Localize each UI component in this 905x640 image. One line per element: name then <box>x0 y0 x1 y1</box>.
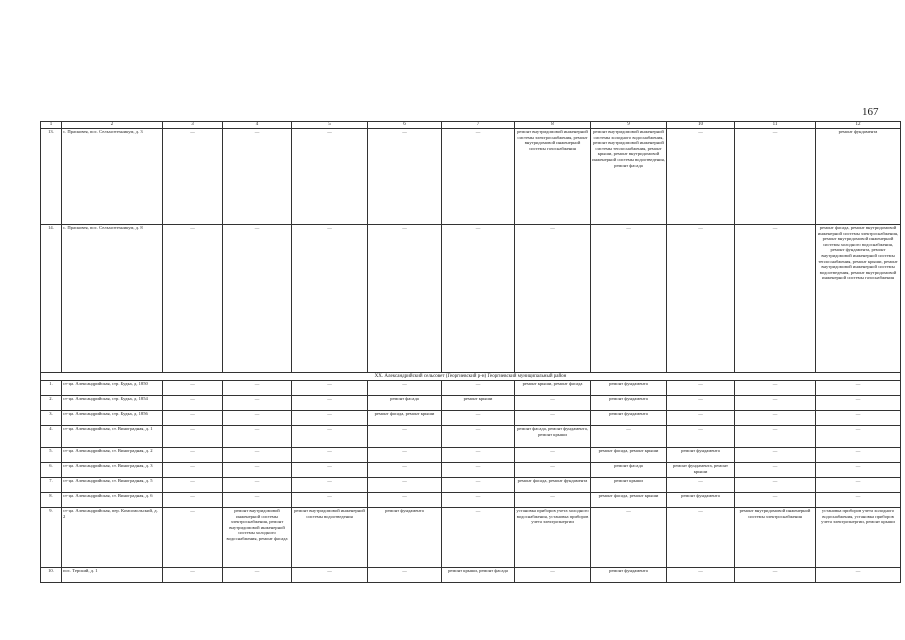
work-cell: — <box>442 493 515 508</box>
page-number: 167 <box>862 106 879 118</box>
work-cell: ремонт фундамента <box>667 448 735 463</box>
work-cell: — <box>292 411 368 426</box>
address-cell: ст-ца. Александрийская, ст. Виноградная, д. 2 <box>62 448 163 463</box>
table-row <box>41 478 901 493</box>
row-number: 9. <box>41 508 62 568</box>
work-cell: — <box>591 508 667 568</box>
column-number: 11 <box>735 122 816 129</box>
table-row <box>41 463 901 478</box>
work-cell: ремонт фундамента <box>667 493 735 508</box>
column-number: 3 <box>163 122 223 129</box>
work-cell: — <box>515 396 591 411</box>
table-row <box>41 129 901 225</box>
work-cell: — <box>163 493 223 508</box>
work-cell: — <box>223 129 292 225</box>
address-cell: ст-ца. Александрийская, ст. Виноградная, д. 6 <box>62 493 163 508</box>
work-cell: — <box>735 426 816 448</box>
work-cell: — <box>442 225 515 373</box>
work-cell: — <box>442 411 515 426</box>
work-cell: — <box>816 426 901 448</box>
address-cell: ст-ца. Александрийская, пер. Комсомольский, д. 2 <box>62 508 163 568</box>
work-cell: — <box>442 463 515 478</box>
work-cell: — <box>368 129 442 225</box>
work-cell: — <box>735 411 816 426</box>
work-cell: ремонт крыши, ремонт фасада <box>442 568 515 583</box>
work-cell: — <box>368 448 442 463</box>
work-cell: ремонт фасада, ремонт крыши <box>368 411 442 426</box>
work-cell: ремонт фасада <box>368 396 442 411</box>
address-cell: пос. Терский, д. 1 <box>62 568 163 583</box>
work-cell: — <box>223 493 292 508</box>
column-number: 7 <box>442 122 515 129</box>
work-cell: — <box>368 463 442 478</box>
table-row <box>41 381 901 396</box>
column-number: 4 <box>223 122 292 129</box>
work-cell: ремонт фасада, ремонт фундамента, ремонт крыши <box>515 426 591 448</box>
column-number: 12 <box>816 122 901 129</box>
table-row <box>41 448 901 463</box>
work-cell: — <box>667 411 735 426</box>
work-cell: — <box>292 448 368 463</box>
work-cell: — <box>368 381 442 396</box>
work-cell: — <box>591 426 667 448</box>
row-number: 14. <box>41 225 62 373</box>
row-number: 1. <box>41 381 62 396</box>
work-cell: — <box>816 381 901 396</box>
address-cell: ст-ца. Александрийская, ст. Виноградная, д. 3 <box>62 463 163 478</box>
work-cell: ремонт фундамента <box>591 381 667 396</box>
work-cell: — <box>735 448 816 463</box>
work-cell: — <box>667 225 735 373</box>
work-cell: — <box>223 448 292 463</box>
work-cell: — <box>515 225 591 373</box>
work-cell: — <box>163 448 223 463</box>
work-cell: — <box>735 225 816 373</box>
table-row <box>41 225 901 373</box>
address-cell: с. Прасковея, пос. Сельхозтехникум, д. 8 <box>62 225 163 373</box>
work-cell: — <box>515 568 591 583</box>
work-cell: — <box>223 463 292 478</box>
table-row <box>41 493 901 508</box>
work-cell: ремонт фасада, ремонт фундамента <box>515 478 591 493</box>
work-cell: ремонт крыши, ремонт фасада <box>515 381 591 396</box>
work-cell: — <box>816 493 901 508</box>
work-cell: — <box>163 411 223 426</box>
work-cell: — <box>816 448 901 463</box>
work-cell: — <box>223 478 292 493</box>
work-cell: — <box>816 396 901 411</box>
row-number: 10. <box>41 568 62 583</box>
row-number: 13. <box>41 129 62 225</box>
work-cell: — <box>368 478 442 493</box>
work-cell: — <box>735 396 816 411</box>
work-cell: — <box>515 493 591 508</box>
row-number: 8. <box>41 493 62 508</box>
work-cell: ремонт крыши <box>591 478 667 493</box>
repair-schedule-table <box>40 121 901 583</box>
work-cell: ремонт крыши <box>442 396 515 411</box>
work-cell: — <box>735 478 816 493</box>
work-cell: — <box>515 448 591 463</box>
work-cell: — <box>163 225 223 373</box>
work-cell: ремонт внутридомовой инженерной системы электроснабжения, ремонт внутридомовой инженерной системы холодного водоснабжения, ремонт фасада <box>223 508 292 568</box>
work-cell: — <box>163 381 223 396</box>
work-cell: — <box>223 568 292 583</box>
table-row <box>41 396 901 411</box>
work-cell: — <box>735 381 816 396</box>
work-cell: ремонт фундамента, ремонт крыши <box>667 463 735 478</box>
work-cell: ремонт внутридомовой инженерной системы электроснабжения, ремонт внутридомовой инженерной системы газоснабжения <box>515 129 591 225</box>
work-cell: ремонт фундамента <box>591 411 667 426</box>
work-cell: ремонт фундамента <box>368 508 442 568</box>
table-row <box>41 508 901 568</box>
address-cell: ст-ца. Александрийская, ст. Виноградная, д. 1 <box>62 426 163 448</box>
address-cell: ст-ца. Александрийская, стр. Будка, д. 1850 <box>62 381 163 396</box>
column-number: 5 <box>292 122 368 129</box>
work-cell: — <box>667 426 735 448</box>
work-cell: ремонт фасада <box>591 463 667 478</box>
work-cell: — <box>292 478 368 493</box>
work-cell: — <box>735 493 816 508</box>
work-cell: ремонт внутридомовой инженерной системы холодного водоснабжения, ремонт внутридомовой инженерной системы теплоснабжения, ремонт крыши, ремонт внутридомовой инженерной системы водоотведения, ремонт фасада <box>591 129 667 225</box>
work-cell: — <box>667 396 735 411</box>
work-cell: — <box>442 478 515 493</box>
work-cell: ремонт фасада, ремонт внутридомовой инженерной системы электроснабжения, ремонт внутридомовой инженерной системы холодного водоснабжения, ремонт фундамента, ремонт внутридомовой инженерной системы теплоснабжения, ремонт крыши, ремонт внутридомовой инженерной системы водоотведения, ремонт внутридомовой инженерной системы газоснабжения <box>816 225 901 373</box>
work-cell: — <box>816 478 901 493</box>
work-cell: ремонт фундамента <box>591 568 667 583</box>
row-number: 4. <box>41 426 62 448</box>
work-cell: — <box>292 463 368 478</box>
table-row <box>41 426 901 448</box>
work-cell: — <box>292 426 368 448</box>
work-cell: установка приборов учета холодного водоснабжения, установка приборов учета электроэнергии <box>515 508 591 568</box>
work-cell: ремонт внутридомовой инженерной системы электроснабжения <box>735 508 816 568</box>
column-number: 6 <box>368 122 442 129</box>
work-cell: — <box>816 568 901 583</box>
work-cell: ремонт фундамента <box>591 396 667 411</box>
work-cell: — <box>667 129 735 225</box>
column-number: 9 <box>591 122 667 129</box>
work-cell: установка приборов учета холодного водоснабжения, установка приборов учета электроэнергии, ремонт крыши <box>816 508 901 568</box>
work-cell: — <box>368 493 442 508</box>
work-cell: — <box>223 381 292 396</box>
work-cell: — <box>223 396 292 411</box>
column-number-row <box>41 122 901 129</box>
work-cell: — <box>163 568 223 583</box>
row-number: 5. <box>41 448 62 463</box>
work-cell: — <box>223 426 292 448</box>
work-cell: — <box>735 568 816 583</box>
row-number: 6. <box>41 463 62 478</box>
section-heading: XX. Александрийский сельсовет (Георгиевский р-н) Георгиевский муниципальный район <box>41 373 901 381</box>
work-cell: ремонт внутридомовой инженерной системы водоотведения <box>292 508 368 568</box>
work-cell: — <box>163 129 223 225</box>
work-cell: — <box>292 225 368 373</box>
work-cell: — <box>667 478 735 493</box>
work-cell: — <box>735 463 816 478</box>
work-cell: — <box>816 411 901 426</box>
work-cell: — <box>442 129 515 225</box>
work-cell: — <box>292 396 368 411</box>
work-cell: — <box>368 426 442 448</box>
work-cell: — <box>667 568 735 583</box>
work-cell: ремонт фасада, ремонт крыши <box>591 448 667 463</box>
table-row <box>41 411 901 426</box>
work-cell: — <box>442 448 515 463</box>
work-cell: ремонт фасада, ремонт крыши <box>591 493 667 508</box>
work-cell: — <box>292 129 368 225</box>
row-number: 7. <box>41 478 62 493</box>
work-cell: — <box>442 508 515 568</box>
work-cell: — <box>223 411 292 426</box>
work-cell: — <box>368 225 442 373</box>
work-cell: — <box>223 225 292 373</box>
work-cell: — <box>292 381 368 396</box>
work-cell: — <box>163 478 223 493</box>
work-cell: — <box>163 396 223 411</box>
work-cell: — <box>591 225 667 373</box>
column-number: 10 <box>667 122 735 129</box>
address-cell: ст-ца. Александрийская, стр. Будка, д. 1854 <box>62 396 163 411</box>
column-number: 1 <box>41 122 62 129</box>
row-number: 3. <box>41 411 62 426</box>
work-cell: — <box>292 493 368 508</box>
address-cell: ст-ца. Александрийская, стр. Будка, д. 1856 <box>62 411 163 426</box>
work-cell: — <box>816 463 901 478</box>
work-cell: — <box>515 411 591 426</box>
column-number: 8 <box>515 122 591 129</box>
work-cell: — <box>163 426 223 448</box>
section-heading-row <box>41 373 901 381</box>
column-number: 2 <box>62 122 163 129</box>
work-cell: — <box>735 129 816 225</box>
work-cell: — <box>292 568 368 583</box>
work-cell: ремонт фундамента <box>816 129 901 225</box>
work-cell: — <box>442 381 515 396</box>
work-cell: — <box>515 463 591 478</box>
table-row <box>41 568 901 583</box>
row-number: 2. <box>41 396 62 411</box>
work-cell: — <box>163 508 223 568</box>
address-cell: с. Прасковея, пос. Сельхозтехникум, д. 3 <box>62 129 163 225</box>
work-cell: — <box>368 568 442 583</box>
work-cell: — <box>442 426 515 448</box>
work-cell: — <box>667 508 735 568</box>
work-cell: — <box>667 381 735 396</box>
work-cell: — <box>163 463 223 478</box>
address-cell: ст-ца. Александрийская, ст. Виноградная, д. 5 <box>62 478 163 493</box>
